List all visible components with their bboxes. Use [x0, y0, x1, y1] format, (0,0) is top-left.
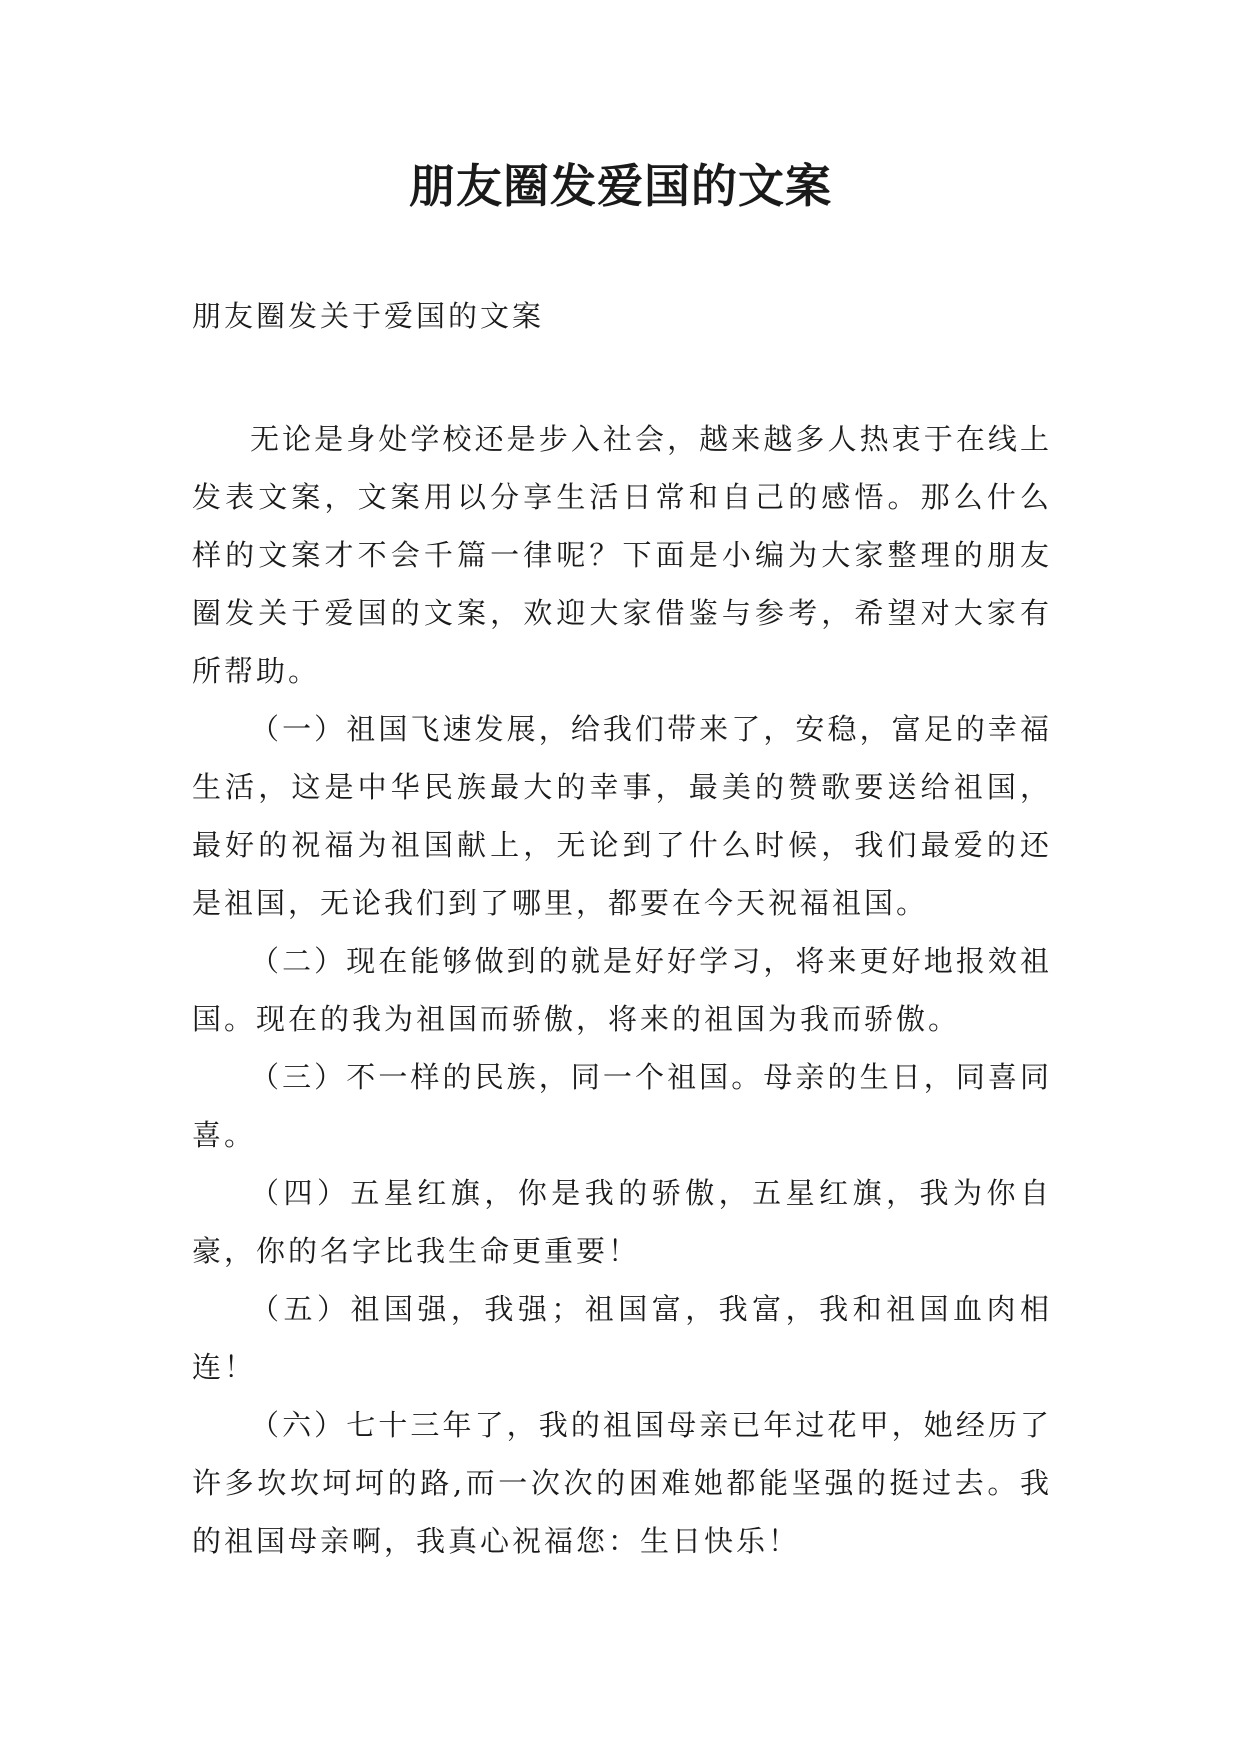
paragraph-2: （二）现在能够做到的就是好好学习，将来更好地报效祖国。现在的我为祖国而骄傲，将来的祖国为我而骄傲。	[192, 944, 1052, 1036]
paragraph-intro: 无论是身处学校还是步入社会，越来越多人热衷于在线上发表文案，文案用以分享生活日常和自己的感悟。那么什么样的文案才不会千篇一律呢？下面是小编为大家整理的朋友圈发关于爱国的文案，欢迎大家借鉴与参考，希望对大家有所帮助。	[192, 422, 1052, 688]
paragraph-6: （六）七十三年了，我的祖国母亲已年过花甲，她经历了许多坎坎坷坷的路,而一次次的困难她都能坚强的挺过去。我的祖国母亲啊，我真心祝福您：生日快乐！	[192, 1408, 1052, 1558]
paragraph-1: （一）祖国飞速发展，给我们带来了，安稳，富足的幸福生活，这是中华民族最大的幸事，最美的赞歌要送给祖国，最好的祝福为祖国献上，无论到了什么时候，我们最爱的还是祖国，无论我们到了哪里，都要在今天祝福祖国。	[192, 712, 1052, 920]
document-body	[192, 410, 1052, 1570]
document-subtitle: 朋友圈发关于爱国的文案	[192, 299, 545, 333]
paragraph-5: （五）祖国强，我强；祖国富，我富，我和祖国血肉相连！	[192, 1292, 1052, 1384]
document-title: 朋友圈发爱国的文案	[409, 159, 832, 213]
paragraph-3: （三）不一样的民族，同一个祖国。母亲的生日，同喜同喜。	[192, 1060, 1052, 1152]
paragraph-4: （四）五星红旗，你是我的骄傲，五星红旗，我为你自豪，你的名字比我生命更重要！	[192, 1176, 1052, 1268]
